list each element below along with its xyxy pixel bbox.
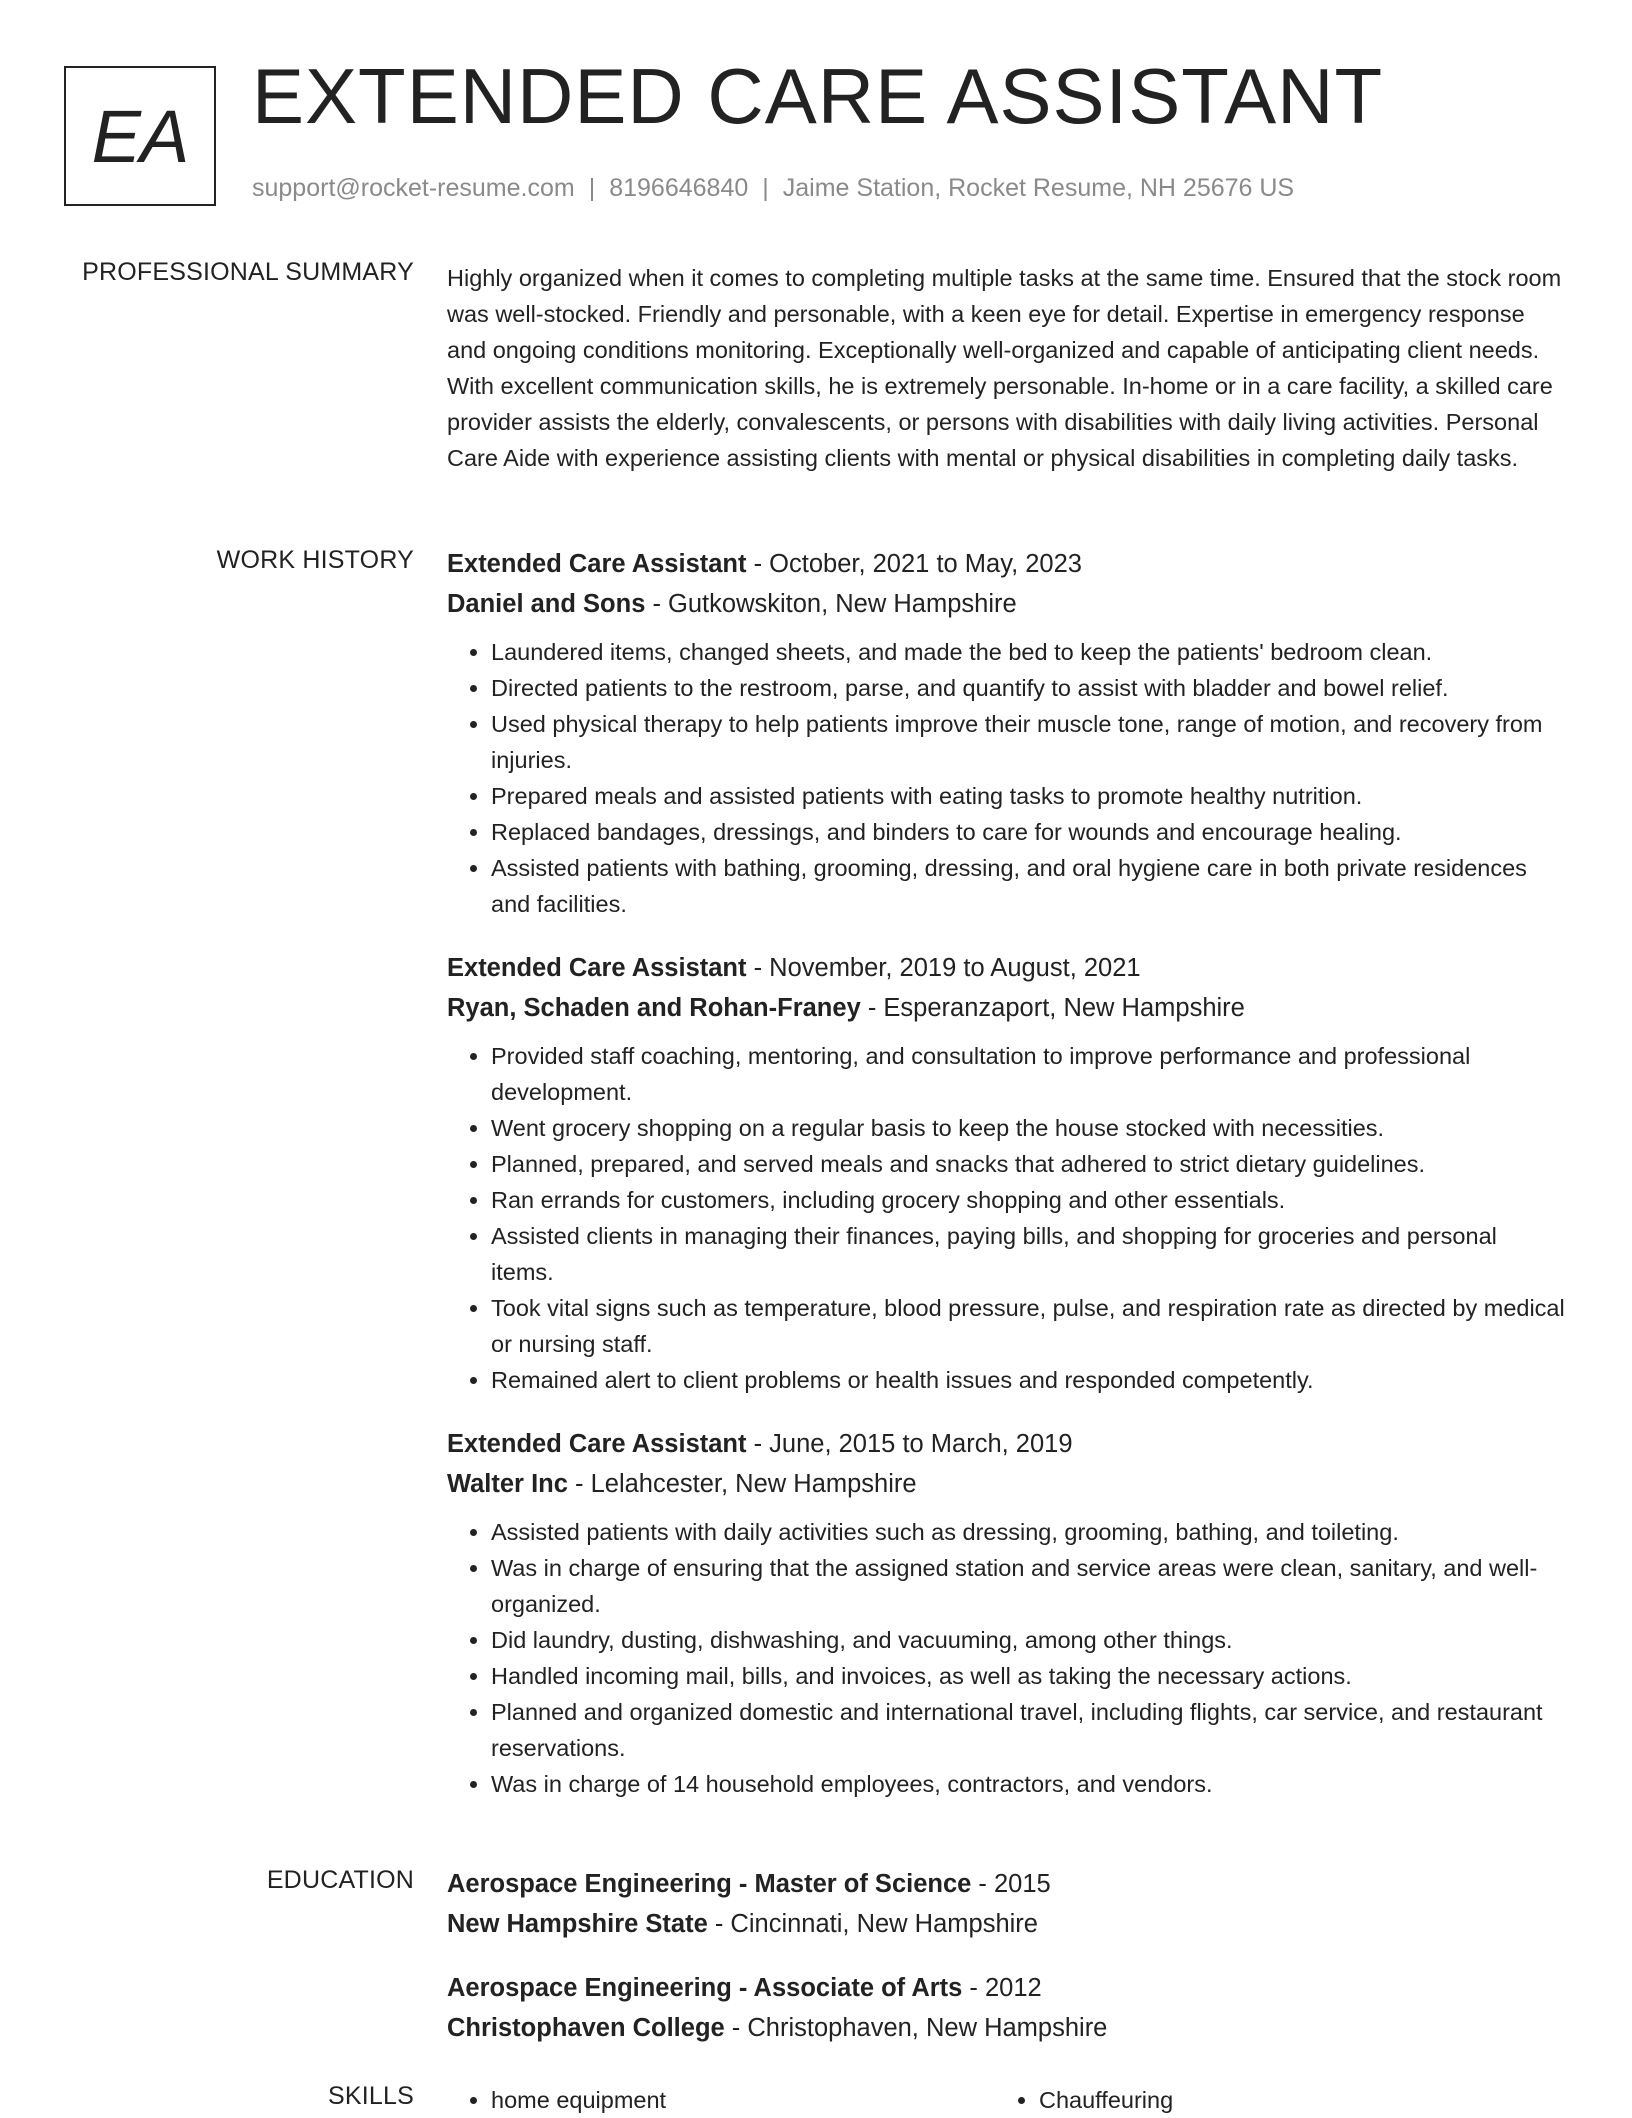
skills-body	[447, 2082, 1565, 2118]
job-bullet: • Provided staff coaching, mentoring, and consultation to improve performance and professional development.	[491, 1038, 1565, 1110]
skill-item: • Chauffeuring	[1039, 2082, 1543, 2118]
skill-item: • home equipment	[491, 2082, 995, 2118]
contact-separator: |	[762, 174, 769, 202]
job-title-line	[447, 544, 1565, 584]
job-title: Extended Care Assistant	[447, 954, 747, 982]
education-school-line	[447, 2008, 1565, 2048]
education-year: - 2015	[971, 1870, 1051, 1898]
section-label-skills: SKILLS	[328, 2082, 414, 2110]
contact-separator: |	[588, 174, 596, 202]
job-bullet: • Directed patients to the restroom, parse, and quantify to assist with bladder and bowel relief.	[491, 670, 1565, 706]
job-entry	[447, 1424, 1565, 1802]
job-bullet: • Did laundry, dusting, dishwashing, and vacuuming, among other things.	[491, 1622, 1565, 1658]
job-entry	[447, 948, 1565, 1398]
education-location: - Cincinnati, New Hampshire	[707, 1910, 1038, 1938]
job-dates: - October, 2021 to May, 2023	[746, 550, 1082, 578]
job-bullets	[447, 1514, 1565, 1802]
job-dates: - June, 2015 to March, 2019	[746, 1430, 1073, 1458]
education-degree-line	[447, 1968, 1565, 2008]
job-bullet: • Laundered items, changed sheets, and made the bed to keep the patients' bedroom clean.	[491, 634, 1565, 670]
job-bullet: • Planned and organized domestic and international travel, including flights, car service, and restaurant reservations.	[491, 1694, 1565, 1766]
job-bullets	[447, 1038, 1565, 1398]
job-location: - Lelahcester, New Hampshire	[567, 1470, 917, 1498]
job-entry	[447, 544, 1565, 922]
section-label-summary: PROFESSIONAL SUMMARY	[82, 258, 414, 286]
monogram-box	[64, 66, 216, 206]
job-location: - Gutkowskiton, New Hampshire	[645, 590, 1017, 618]
education-entry	[447, 1864, 1565, 1944]
job-title: Extended Care Assistant	[447, 550, 747, 578]
job-title-line	[447, 948, 1565, 988]
education-degree-line	[447, 1864, 1565, 1904]
job-company: Daniel and Sons	[447, 590, 646, 618]
job-bullet: • Was in charge of ensuring that the assigned station and service areas were clean, sanitary, and well-organized.	[491, 1550, 1565, 1622]
work-history-body	[447, 544, 1565, 1828]
education-school: Christophaven College	[447, 2014, 725, 2042]
summary-body	[447, 260, 1565, 476]
education-location: - Christophaven, New Hampshire	[724, 2014, 1108, 2042]
education-school-line	[447, 1904, 1565, 1944]
education-school: New Hampshire State	[447, 1910, 708, 1938]
skills-list-right	[995, 2082, 1543, 2118]
job-dates: - November, 2019 to August, 2021	[746, 954, 1141, 982]
job-bullet: • Used physical therapy to help patients improve their muscle tone, range of motion, and recovery from injuries.	[491, 706, 1565, 778]
job-bullet: • Handled incoming mail, bills, and invoices, as well as taking the necessary actions.	[491, 1658, 1565, 1694]
section-label-work-history: WORK HISTORY	[216, 546, 414, 574]
education-entry	[447, 1968, 1565, 2048]
education-body	[447, 1864, 1565, 2072]
resume-title: EXTENDED CARE ASSISTANT	[252, 52, 1384, 140]
job-bullet: • Assisted patients with daily activities such as dressing, grooming, bathing, and toileting.	[491, 1514, 1565, 1550]
summary-text: Highly organized when it comes to completing multiple tasks at the same time. Ensured that the stock room was well-stocked. Friendly and personable, with a keen eye for detail. Expertise in emergency response and ongoing conditions monitoring. Exceptionally well-organized and capable of anticipating client needs. With excellent communication skills, he is extremely personable. In-home or in a care facility, a skilled care provider assists the elderly, convalescents, or persons with disabilities with daily living activities. Personal Care Aide with experience assisting clients with mental or physical disabilities in completing daily tasks.	[447, 265, 1562, 471]
job-company: Walter Inc	[447, 1470, 568, 1498]
job-bullet: • Was in charge of 14 household employees, contractors, and vendors.	[491, 1766, 1565, 1802]
job-company-line	[447, 584, 1565, 624]
job-bullet: • Took vital signs such as temperature, blood pressure, pulse, and respiration rate as directed by medical or nursing staff.	[491, 1290, 1565, 1362]
job-title-line	[447, 1424, 1565, 1464]
section-label-education: EDUCATION	[266, 1866, 414, 1894]
job-title: Extended Care Assistant	[447, 1430, 747, 1458]
monogram-initials: EA	[91, 94, 189, 178]
contact-phone[interactable]: 8196646840	[609, 174, 749, 202]
skills-grid	[447, 2082, 1565, 2118]
education-year: - 2012	[962, 1974, 1042, 2002]
job-bullet: • Prepared meals and assisted patients with eating tasks to promote healthy nutrition.	[491, 778, 1565, 814]
job-location: - Esperanzaport, New Hampshire	[860, 994, 1245, 1022]
job-company-line	[447, 988, 1565, 1028]
education-degree: Aerospace Engineering - Associate of Arts	[447, 1974, 963, 2002]
contact-line	[252, 174, 1294, 203]
contact-email[interactable]: support@rocket-resume.com	[252, 174, 575, 202]
job-bullet: • Replaced bandages, dressings, and binders to care for wounds and encourage healing.	[491, 814, 1565, 850]
job-bullet: • Assisted patients with bathing, grooming, dressing, and oral hygiene care in both private residences and facilities.	[491, 850, 1565, 922]
job-bullet: • Ran errands for customers, including grocery shopping and other essentials.	[491, 1182, 1565, 1218]
job-bullets	[447, 634, 1565, 922]
job-company-line	[447, 1464, 1565, 1504]
education-degree: Aerospace Engineering - Master of Science	[447, 1870, 972, 1898]
job-company: Ryan, Schaden and Rohan-Franey	[447, 994, 861, 1022]
job-bullet: • Planned, prepared, and served meals and snacks that adhered to strict dietary guidelines.	[491, 1146, 1565, 1182]
job-bullet: • Remained alert to client problems or health issues and responded competently.	[491, 1362, 1565, 1398]
contact-address: Jaime Station, Rocket Resume, NH 25676 US	[782, 174, 1295, 202]
skills-list-left	[447, 2082, 995, 2118]
job-bullet: • Went grocery shopping on a regular basis to keep the house stocked with necessities.	[491, 1110, 1565, 1146]
job-bullet: • Assisted clients in managing their finances, paying bills, and shopping for groceries and personal items.	[491, 1218, 1565, 1290]
